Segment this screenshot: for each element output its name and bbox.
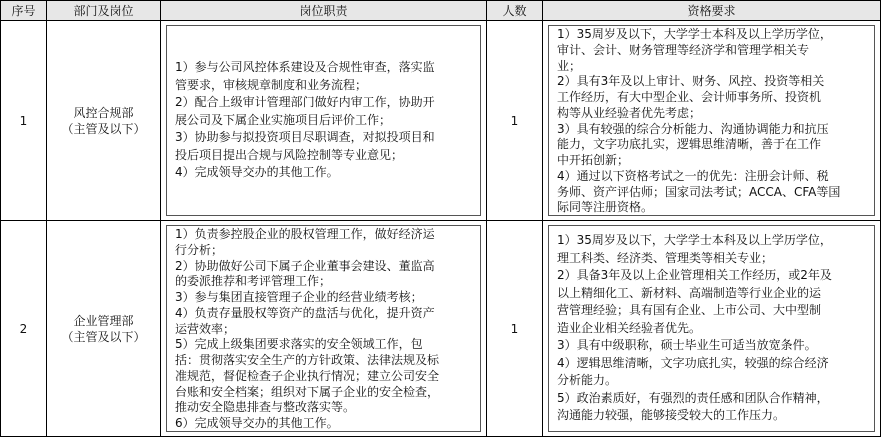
requirement-line: 4）逻辑思维清晰，文字功底扎实，较强的综合经济 [557,355,829,370]
header-requirements: 资格要求 [543,1,881,21]
requirement-line: 以上精细化工、新材料、高端制造等行业企业的运 [557,285,822,300]
requirement-line: 1）35周岁及以下，大学学士本科及以上学历学位， [557,27,832,41]
duties-text-box [166,25,481,216]
requirement-line: 务师、资产评估师；国家司法考试；ACCA、CFA等国 [557,184,841,199]
dept-name: 风控合规部 [73,105,134,120]
row-dept [47,221,161,437]
row-count: 1 [487,21,543,221]
requirement-line: 审计、会计、财务管理等经济学和管理学相关专 [557,42,810,57]
requirement-line: 造业企业相关经验者优先。 [557,320,702,335]
requirement-line: 理工科类、经济类、管理类等相关专业； [557,250,774,265]
duties-text-box [166,225,481,432]
requirement-line: 中开拓创新； [557,153,630,167]
duty-line: 5）完成上级集团要求落实的安全领域工作，包 [175,337,423,352]
requirement-line: 沟通能力较强，能够接受较大的工作压力。 [557,408,786,423]
duty-line: 行分析； [175,242,224,257]
duty-line: 3）参与集团直接管理子企业的经营业绩考核； [175,290,423,305]
requirement-line: 营管理经验；具有国有企业、上市公司、大中型制 [557,303,822,318]
row-requirements-cell [543,221,881,437]
duty-line: 展公司及下属企业实施项目后评价工作； [175,112,392,127]
row-duties-cell [161,221,487,437]
row-seq: 1 [1,21,47,221]
requirement-line: 3）具有中级职称，硕士毕业生可适当放宽条件。 [557,338,817,353]
requirement-line: 5）政治素质好，有强烈的责任感和团队合作精神， [557,390,829,405]
dept-name: 企业管理部 [73,313,134,328]
duty-line: 4）完成领导交办的其他工作。 [175,165,339,180]
row-count: 1 [487,221,543,437]
requirement-line: 4）通过以下资格考试之一的优先：注册会计师、税 [557,168,829,183]
requirement-line: 1）35周岁及以下，大学学士本科及以上学历学位， [557,233,832,248]
header-row [1,1,881,21]
requirement-line: 3）具有较强的综合分析能力、沟通协调能力和抗压 [557,121,829,136]
row-seq: 2 [1,221,47,437]
requirements-text-box [548,225,875,432]
header-seq: 序号 [1,1,47,21]
dept-level: （主管及以下） [61,329,146,344]
duty-line: 2）配合上级审计管理部门做好内审工作，协助开 [175,95,435,110]
requirement-line: 2）具备3年及以上企业管理相关工作经历，或2年及 [557,268,832,283]
duty-line: 的委派推荐和考评管理工作； [175,274,332,289]
duty-line: 6）完成领导交办的其他工作。 [175,416,339,431]
requirement-line: 构等从业经验者优先考虑； [557,105,702,120]
table-row [1,21,881,221]
duty-line: 投后项目提出合规与风险控制等专业意见； [175,147,404,162]
table-row [1,221,881,437]
row-dept [47,21,161,221]
duty-line: 运营效率； [175,321,236,336]
row-requirements-cell [543,21,881,221]
requirement-line: 业； [557,58,582,73]
duty-line: 管要求，审核规章制度和业务流程； [175,77,368,92]
duty-line: 4）负责存量股权等资产的盘活与优化，提升资产 [175,305,435,320]
header-count: 人数 [487,1,543,21]
row-duties-cell [161,21,487,221]
duty-line: 1）参与公司风控体系建设及合规性审查，落实监 [175,60,435,75]
duty-line: 3）协助参与拟投资项目尽职调查，对拟投项目和 [175,130,435,145]
requirement-line: 2）具有3年及以上审计、财务、风控、投资等相关 [557,74,825,89]
requirement-line: 际同等注册资格。 [557,200,654,215]
header-duties: 岗位职责 [161,1,487,21]
duty-line: 推动安全隐患排查与整改落实等。 [175,400,356,415]
header-dept: 部门及岗位 [47,1,161,21]
duty-line: 括：贯彻落实安全生产的方针政策、法律法规及标 [175,353,440,368]
requirement-line: 工作经历，有大中型企业、会计师事务所、投资机 [557,90,822,104]
duty-line: 2）协助做好公司下属子企业董事会建设、董监高 [175,258,435,273]
duty-line: 准规范，督促检查子企业执行情况；建立公司安全 [175,368,440,383]
requirement-line: 能力，文字功底扎实，逻辑思维清晰，善于在工作 [557,137,822,152]
requirements-text-box [548,25,875,216]
duty-line: 1）负责参控股企业的股权管理工作，做好经济运 [175,227,435,242]
dept-level: （主管及以下） [61,121,146,136]
requirement-line: 分析能力。 [557,373,618,388]
duty-line: 台账和安全档案；组织对下属子企业的安全检查， [175,384,440,399]
